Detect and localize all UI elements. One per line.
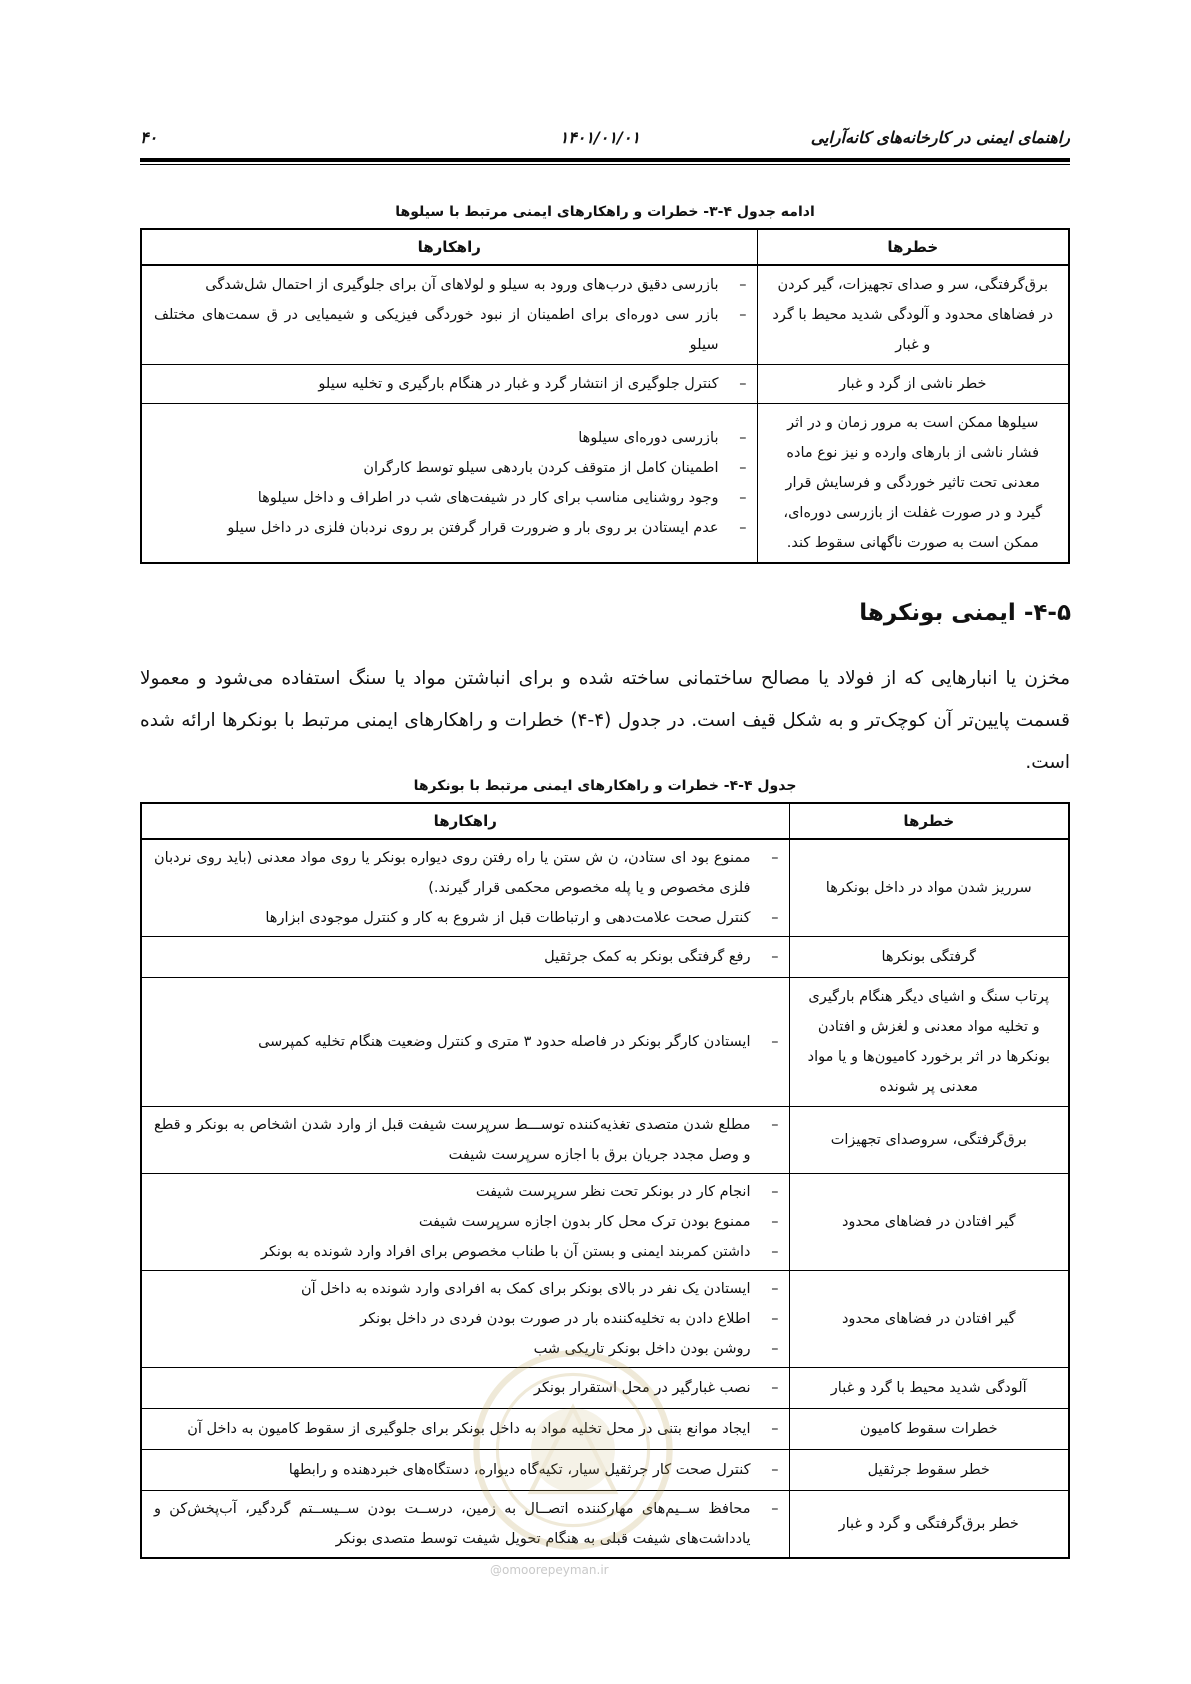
header-date: ۱۴۰۱/۰۱/۰۱: [559, 128, 640, 147]
solution-item: – ممنوع بودن ترک محل کار بدون اجازه سرپرست شیفت: [154, 1207, 779, 1237]
solutions-cell: [141, 978, 789, 1107]
hazard-cell: پرتاب سنگ و اشیای دیگر هنگام بارگیری و تخلیه مواد معدنی و لغزش و افتادن بونکرها در اثر برخورد کامیون‌ها و یا مواد معدنی پر شونده: [789, 978, 1069, 1107]
hazard-cell: برق‌گرفتگی، سر و صدای تجهیزات، گیر کردن در فضاهای محدود و آلودگی شدید محیط با گرد و غبار: [757, 265, 1069, 365]
solution-item: – بازرسی دوره‌ای سیلوها: [154, 423, 747, 453]
solutions-cell: [141, 1450, 789, 1491]
hazard-cell: خطر سقوط جرثقیل: [789, 1450, 1069, 1491]
solution-item: – محافظ ســیم‌های مهارکننده اتصــال به زمین، درســت بودن ســیســتم گردگیر، آب‌پخش‌کن و یادداشت‌های شیفت قبلی به هنگام تحویل شیفت توسط متصدی بونکر: [154, 1494, 779, 1554]
solution-item: – نصب غبارگیر در محل استقرار بونکر: [154, 1373, 779, 1403]
solutions-cell: [141, 937, 789, 978]
solutions-cell: [141, 1174, 789, 1271]
solutions-cell: [141, 265, 757, 365]
solution-item: – داشتن کمربند ایمنی و بستن آن با طناب مخصوص برای افراد وارد شونده به بونکر: [154, 1237, 779, 1267]
solutions-header: راهکارها: [141, 229, 757, 265]
hazard-cell: گیر افتادن در فضاهای محدود: [789, 1271, 1069, 1368]
section-heading: ۴-۵- ایمنی بونکرها: [859, 600, 1071, 626]
solution-item: – بازرسی دقیق درب‌های ورود به سیلو و لولاهای آن برای جلوگیری از احتمال شل‌شدگی: [154, 270, 747, 300]
solution-item: – کنترل جلوگیری از انتشار گرد و غبار در هنگام بارگیری و تخلیه سیلو: [154, 369, 747, 399]
solution-item: – کنترل صحت کار جرثقیل سیار، تکیه‌گاه دیواره، دستگاه‌های خبردهنده و رابطها: [154, 1455, 779, 1485]
solution-item: – انجام کار در بونکر تحت نظر سرپرست شیفت: [154, 1177, 779, 1207]
solution-item: – روشن بودن داخل بونکر تاریکی شب: [154, 1334, 779, 1364]
solution-item: – رفع گرفتگی بونکر به کمک جرثقیل: [154, 942, 779, 972]
hazard-cell: سیلوها ممکن است به مرور زمان و در اثر فشار ناشی از بارهای وارده و نیز نوع ماده معدنی تحت تاثیر خوردگی و فرسایش قرار گیرد و در صورت غفلت از بازرسی دوره‌ای، ممکن است به صورت ناگهانی سقوط کند.: [757, 404, 1069, 564]
solution-item: – اطمینان کامل از متوقف کردن باردهی سیلو توسط کارگران: [154, 453, 747, 483]
header-rule-thin: [140, 164, 1070, 165]
table-row: [141, 265, 1069, 365]
solution-item: – اطلاع دادن به تخلیه‌کننده بار در صورت بودن فردی در داخل بونکر: [154, 1304, 779, 1334]
solutions-cell: [141, 1368, 789, 1409]
solution-item: – ممنوع بود ای ستادن، ن ش ستن یا راه رفتن روی دیواره بونکر یا روی مواد معدنی (باید روی نردبان فلزی مخصوص و یا پله مخصوص محکمی قرار گیرند.): [154, 843, 779, 903]
section-paragraph: مخزن یا انبارهایی که از فولاد یا مصالح ساختمانی ساخته شده و برای انباشتن مواد یا سنگ استفاده می‌شود و معمولا قسمت پایین‌تر آن کوچک‌تر و به شکل قیف است. در جدول (۴-۴) خطرات و راهکارهای ایمنی مرتبط با بونکرها ارائه شده است.: [140, 668, 1070, 773]
solutions-cell: [141, 1271, 789, 1368]
solutions-cell: [141, 1107, 789, 1174]
silo-hazards-table: [140, 228, 1070, 564]
table-row: [141, 937, 1069, 978]
hazard-cell: خطرات سقوط کامیون: [789, 1409, 1069, 1450]
solutions-cell: [141, 1409, 789, 1450]
table2-caption: جدول ۴-۴- خطرات و راهکارهای ایمنی مرتبط با بونکرها: [413, 778, 797, 794]
hazard-cell: آلودگی شدید محیط با گرد و غبار: [789, 1368, 1069, 1409]
solution-item: – عدم ایستادن بر روی بار و ضرورت قرار گرفتن بر روی نردبان فلزی در داخل سیلو: [154, 513, 747, 543]
hazards-header: خطرها: [789, 803, 1069, 839]
table-row: [141, 404, 1069, 564]
table1-caption: ادامه جدول ۴-۳- خطرات و راهکارهای ایمنی مرتبط با سیلوها: [395, 204, 815, 220]
page-number: ۴۰: [140, 128, 158, 147]
solutions-cell: [141, 365, 757, 404]
solution-item: – ایستادن کارگر بونکر در فاصله حدود ۳ متری و کنترل وضعیت هنگام تخلیه کمپرسی: [154, 1027, 779, 1057]
seal-icon: [468, 1345, 678, 1555]
table-row: [141, 365, 1069, 404]
solutions-cell: [141, 404, 757, 564]
hazard-cell: خطر برق‌گرفتگی و گرد و غبار: [789, 1491, 1069, 1559]
hazard-cell: برق‌گرفتگی، سروصدای تجهیزات: [789, 1107, 1069, 1174]
header-rule-thick: [140, 158, 1070, 162]
solutions-header: راهکارها: [141, 803, 789, 839]
table-row: [141, 839, 1069, 937]
table-row: [141, 1174, 1069, 1271]
hazard-cell: خطر ناشی از گرد و غبار: [757, 365, 1069, 404]
solution-item: – بازر سی دوره‌ای برای اطمینان از نبود خوردگی فیزیکی و شیمیایی در ق سمت‌های مختلف سیلو: [154, 300, 747, 360]
table-row: [141, 978, 1069, 1107]
solution-item: – مطلع شدن متصدی تغذیه‌کننده توســـط سرپرست شیفت قبل از وارد شدن اشخاص به بونکر و قطع و وصل مجدد جریان برق با اجازه سرپرست شیفت: [154, 1110, 779, 1170]
hazards-header: خطرها: [757, 229, 1069, 265]
page-header: [140, 128, 1070, 152]
solution-item: – ایستادن یک نفر در بالای بونکر برای کمک به افرادی وارد شونده به داخل آن: [154, 1274, 779, 1304]
solutions-cell: [141, 839, 789, 937]
hazard-cell: گیر افتادن در فضاهای محدود: [789, 1174, 1069, 1271]
solutions-cell: [141, 1491, 789, 1559]
table-row: [141, 1107, 1069, 1174]
solution-item: – ایجاد موانع بتنی در محل تخلیه مواد به داخل بونکر برای جلوگیری از سقوط کامیون به داخل آن: [154, 1414, 779, 1444]
solution-item: – وجود روشنایی مناسب برای کار در شیفت‌های شب در اطراف و داخل سیلوها: [154, 483, 747, 513]
solution-item: – کنترل صحت علامت‌دهی و ارتباطات قبل از شروع به کار و کنترل موجودی ابزارها: [154, 903, 779, 933]
hazard-cell: گرفتگی بونکرها: [789, 937, 1069, 978]
header-title: راهنمای ایمنی در کارخانه‌های کانه‌آرایی: [810, 128, 1070, 147]
hazard-cell: سرریز شدن مواد در داخل بونکرها: [789, 839, 1069, 937]
watermark-text: @omoorepeyman.ir: [490, 1563, 609, 1577]
